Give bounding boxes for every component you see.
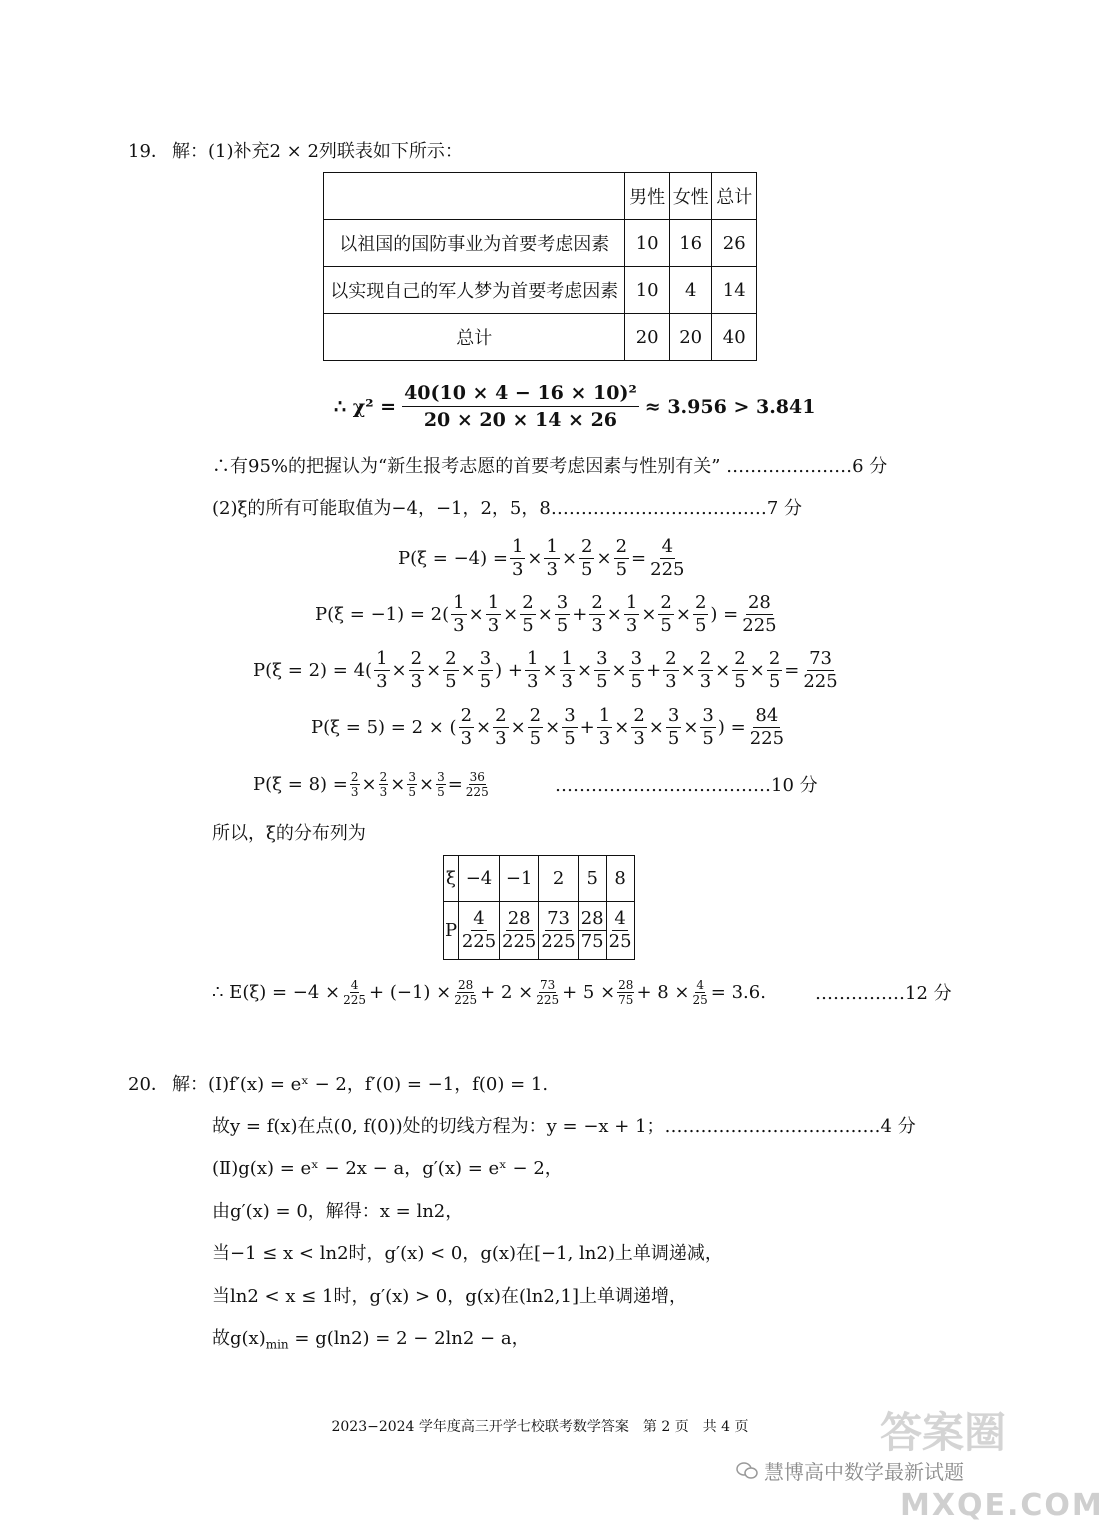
chi-square-prefix: ∴ χ² =: [334, 395, 397, 418]
table-cell: 总计: [324, 314, 625, 361]
prob-line-5: P(ξ = 5) = 2 × ( $\frac{2}{3}$ × $\frac{2}{3}$ × $\frac{2}{5}$ × $\frac{3}{5}$ + $\frac{1}{3}$ × $\frac{2}{3}$ × $\frac{3}{5}$ × $\frac{3}{5}$ ) = $\frac{84}{225}$: [311, 705, 785, 749]
q20-line-7-end: = g(ln2) = 2 − 2ln2 − a，: [288, 1328, 530, 1349]
p-numerator: 73: [547, 908, 570, 929]
table-row: [324, 220, 757, 267]
distribution-intro: 所以，ξ的分布列为: [212, 823, 366, 844]
watermark-text: 慧博高中数学最新试题: [764, 1460, 964, 1484]
prob-label: P(ξ = 2) = 4(: [253, 659, 373, 681]
q20-line-3: (Ⅱ)g(x) = eˣ − 2x − a，g′(x) = eˣ − 2，: [212, 1158, 563, 1179]
prob-line-minus1: P(ξ = −1) = 2( $\frac{1}{3}$ × $\frac{1}{3}$ × $\frac{2}{5}$ × $\frac{3}{5}$ + $\frac{2}{3}$ × $\frac{1}{3}$ × $\frac{2}{5}$ × $\frac{2}{5}$ ) = $\frac{28}{225}$: [315, 592, 777, 636]
p-numerator: 28: [507, 908, 531, 929]
chi-square-numerator: 40(10 × 4 − 16 × 10)²: [402, 380, 639, 407]
table-cell: 20: [625, 314, 669, 361]
xi-value: 5: [578, 856, 606, 902]
expectation-line: ∴ E(ξ) = −4 × $\frac{4}{225}$ + (−1) × 28 225 + 2 × 73 225 + 5 × 28 75 + 8 × $\frac{4}{25}$ = 3.6.: [212, 978, 766, 1007]
expectation-result: = 3.6.: [710, 981, 766, 1003]
question-19-heading: 解：(1)补充2 × 2列联表如下所示：: [172, 141, 463, 162]
conclusion-line: ∴有95%的把握认为“新生报考志愿的首要考虑因素与性别有关” …………………6 分: [212, 456, 888, 477]
table-cell: 20: [669, 314, 712, 361]
table-cell: 以祖国的国防事业为首要考虑因素: [324, 220, 625, 267]
q20-line-1: 解：(Ⅰ)f′(x) = eˣ − 2，f′(0) = −1，f(0) = 1.: [172, 1074, 549, 1095]
p-numerator: 28: [580, 908, 604, 929]
chi-square-result: ≈ 3.956 > 3.841: [644, 395, 816, 418]
page-footer: 2023−2024 学年度高三开学七校联考数学答案 第 2 页 共 4 页: [331, 1419, 749, 1435]
xi-value: −4: [459, 856, 500, 902]
expectation-label: ∴ E(ξ) = −4 ×: [212, 981, 341, 1003]
q20-line-5: 当−1 ≤ x < ln2时，g′(x) < 0，g(x)在[−1, ln2)上单调递减，: [212, 1243, 723, 1264]
q20-line-7-start: 故g(x): [212, 1328, 266, 1349]
question-19-number: 19．: [128, 141, 169, 162]
table-cell: 10: [625, 267, 669, 314]
watermark-logo: 答案圈: [880, 1408, 1007, 1457]
xi-value: −1: [500, 856, 539, 902]
chi-square-fraction: [402, 380, 639, 433]
chi-square-formula: [334, 380, 815, 433]
prob-line-8: P(ξ = 8) = $\frac{2}{3}$ × 2 3 × 3 5 × 3 5 = 36 225: [253, 770, 489, 799]
part2-line: (2)ξ的所有可能取值为−4，−1，2，5，8………………………………7 分: [212, 498, 803, 519]
distribution-value-row: [444, 856, 635, 902]
p-denominator: 225: [541, 931, 576, 952]
table-cell: 16: [669, 220, 712, 267]
q20-line-6: 当ln2 < x ≤ 1时，g′(x) > 0，g(x)在(ln2,1]上单调递增，: [212, 1286, 687, 1307]
prob-line-2: P(ξ = 2) = 4( $\frac{1}{3}$ × $\frac{2}{3}$ × $\frac{2}{5}$ × $\frac{3}{5}$ ) + $\frac{1}{3}$ × $\frac{1}{3}$ × $\frac{3}{5}$ × $\frac{3}{5}$ + $\frac{2}{3}$ × $\frac{2}{3}$ × $\frac{2}{5}$ × $\frac{2}{5}$ = $\frac{73}{225}$: [253, 648, 838, 692]
table-header-cell: 女性: [669, 173, 712, 220]
prob-label: P(ξ = 5) = 2 × (: [311, 716, 457, 738]
xi-label: ξ: [444, 856, 459, 902]
prob-label: P(ξ = −1) = 2(: [315, 603, 450, 625]
p-numerator: 4: [473, 908, 485, 929]
watermark-site: MXQE.COM: [900, 1488, 1104, 1523]
table-row: [324, 314, 757, 361]
table-cell: 26: [712, 220, 757, 267]
q20-line-2: 故y = f(x)在点(0, f(0))处的切线方程为：y = −x + 1；………………………………4 分: [212, 1116, 916, 1137]
watermark: [736, 1456, 964, 1485]
p-denominator: 25: [608, 931, 632, 952]
prob-label: P(ξ = 8) =: [253, 773, 348, 795]
question-20-number: 20．: [128, 1074, 169, 1095]
table-header-cell: 总计: [712, 173, 757, 220]
p-label: P: [444, 902, 459, 960]
table-cell: 10: [625, 220, 669, 267]
xi-value: 8: [606, 856, 634, 902]
wechat-icon: [736, 1462, 758, 1480]
table-cell: 4: [669, 267, 712, 314]
table-header-row: [324, 173, 757, 220]
score-10: ………………………………10 分: [555, 775, 818, 796]
p-denominator: 75: [580, 931, 604, 952]
table-header-cell: [324, 173, 625, 220]
table-row: [324, 267, 757, 314]
prob-line-minus4: P(ξ = −4) = $\frac{1}{3}$ × $\frac{1}{3}$ × $\frac{2}{5}$ × $\frac{2}{5}$ = $\frac{4}{225}$: [398, 536, 685, 580]
q20-line-7: [212, 1327, 530, 1357]
subscript-min: min: [265, 1337, 289, 1352]
p-numerator: 4: [614, 908, 626, 929]
score-12: ……………12 分: [815, 983, 952, 1004]
xi-value: 2: [539, 856, 578, 902]
table-cell: 14: [712, 267, 757, 314]
table-header-cell: 男性: [625, 173, 669, 220]
table-cell: 40: [712, 314, 757, 361]
q20-line-4: 由g′(x) = 0，解得：x = ln2，: [212, 1201, 464, 1222]
table-cell: 以实现自己的军人梦为首要考虑因素: [324, 267, 625, 314]
chi-square-denominator: 20 × 20 × 14 × 26: [423, 409, 618, 431]
distribution-prob-row: [444, 902, 635, 960]
contingency-table: [323, 172, 757, 361]
prob-label: P(ξ = −4) =: [398, 547, 508, 569]
p-denominator: 225: [502, 931, 537, 952]
distribution-table: [443, 855, 635, 960]
p-denominator: 225: [461, 931, 497, 952]
